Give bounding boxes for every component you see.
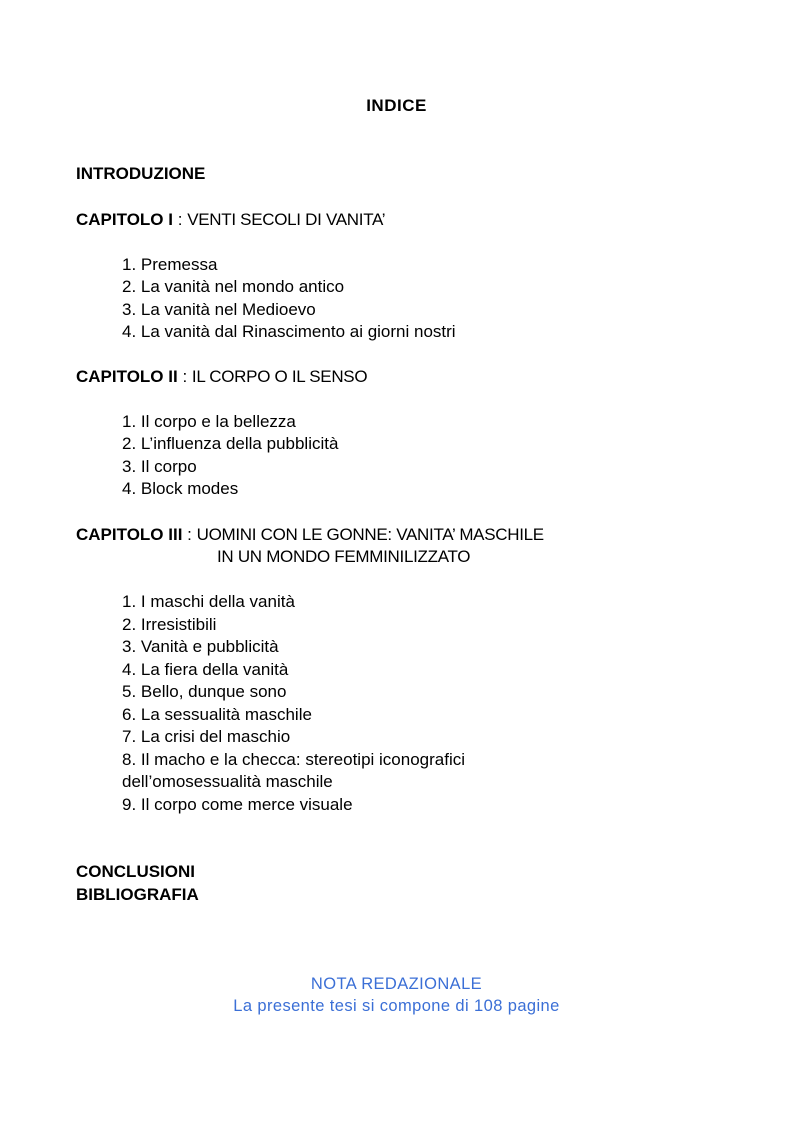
chapter-3-item: 4. La fiera della vanità	[122, 660, 289, 679]
chapter-3-item: 1. I maschi della vanità	[122, 592, 295, 611]
chapter-3-item: 8. Il macho e la checca: stereotipi iconografici	[122, 750, 466, 769]
chapter-1-item: 1. Premessa	[122, 255, 218, 274]
page-title: INDICE	[366, 96, 427, 115]
chapter-1-item: 3. La vanità nel Medioevo	[122, 300, 316, 319]
chapter-1-item: 2. La vanità nel mondo antico	[122, 277, 345, 296]
chapter-2-item: 1. Il corpo e la bellezza	[122, 412, 296, 431]
bibliography-heading: BIBLIOGRAFIA	[76, 885, 199, 904]
chapter-3-separator: :	[187, 525, 192, 544]
editorial-note-text: La presente tesi si compone di 108 pagine	[233, 997, 560, 1015]
chapter-2-item: 2. L’influenza della pubblicità	[122, 434, 339, 453]
chapter-3-item: 3. Vanità e pubblicità	[122, 637, 279, 656]
chapter-3-heading	[76, 525, 544, 545]
chapter-2-heading	[76, 367, 367, 387]
chapter-3-item: 5. Bello, dunque sono	[122, 682, 287, 701]
introduction-heading: INTRODUZIONE	[76, 164, 206, 183]
chapter-1-title: VENTI SECOLI DI VANITA’	[187, 210, 386, 229]
chapter-2-separator: :	[182, 367, 188, 386]
chapter-1-heading	[76, 210, 385, 230]
chapter-3-title-continued: IN UN MONDO FEMMINILIZZATO	[217, 547, 471, 566]
chapter-2-label: CAPITOLO II	[76, 367, 178, 386]
chapter-3-item: 7. La crisi del maschio	[122, 727, 291, 746]
chapter-2-title: IL CORPO O IL SENSO	[191, 367, 368, 386]
chapter-1-item: 4. La vanità dal Rinascimento ai giorni nostri	[122, 322, 456, 341]
chapter-3-item: 9. Il corpo come merce visuale	[122, 795, 353, 814]
chapter-3-title: UOMINI CON LE GONNE: VANITA’ MASCHILE	[196, 525, 544, 544]
chapter-1-label: CAPITOLO I	[76, 210, 173, 229]
chapter-3-item: 6. La sessualità maschile	[122, 705, 312, 724]
chapter-1-separator: :	[177, 210, 183, 229]
chapter-2-item: 3. Il corpo	[122, 457, 197, 476]
chapter-3-label: CAPITOLO III	[76, 525, 183, 544]
conclusions-heading: CONCLUSIONI	[76, 862, 195, 881]
editorial-note-title: NOTA REDAZIONALE	[310, 975, 483, 993]
chapter-3-item: 2. Irresistibili	[122, 615, 217, 634]
chapter-3-item: dell’omosessualità maschile	[122, 772, 333, 791]
chapter-2-item: 4. Block modes	[122, 479, 239, 498]
